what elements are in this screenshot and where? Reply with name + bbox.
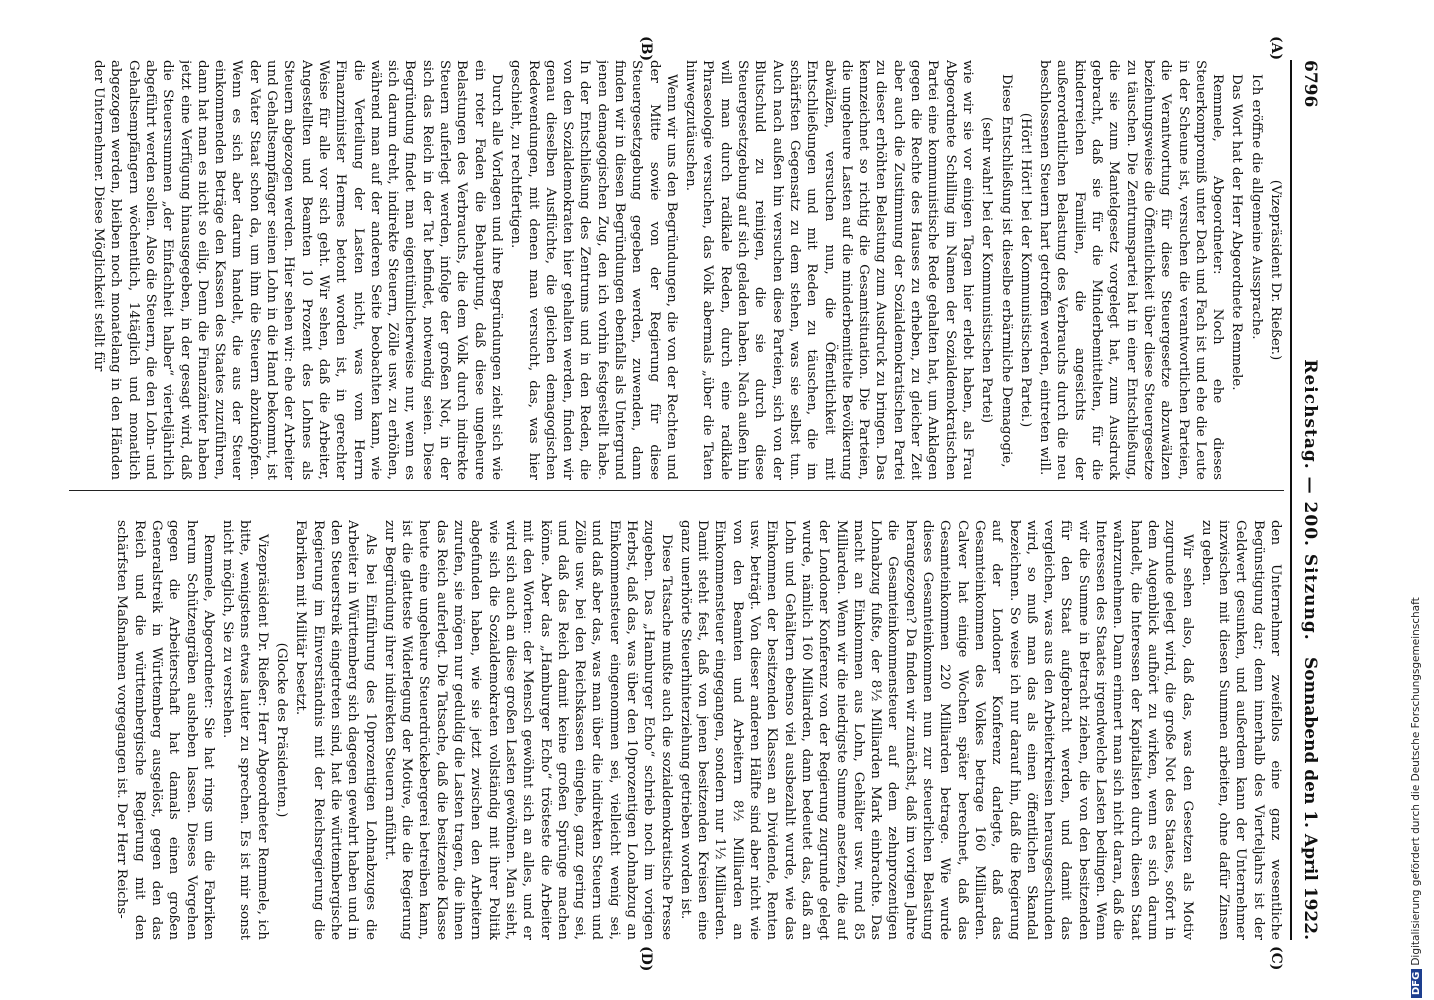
- paragraph: Das Wort hat der Herr Abgeordnete Remmele.: [1229, 74, 1245, 391]
- margin-marker-a: (A): [1268, 36, 1284, 61]
- paragraph: Wir sehen also, daß das, was den Gesetzen als Motiv zugrunde gelegt wird, die große Not des Staates, sofort in dem Augenblick aufhört zu wirken, wenn es sich darum handelt, die Interessen der Kapitalisten durch diesen Staat wahrzunehmen. Dann erinnert man sich nicht daran, daß die Interessen des Staates irgendwelche Lasten bedingen. Wenn wir die Summe in Betracht ziehen, die von den besitzenden für den Staat aufgebracht werden, und damit das vergleichen, was aus den Arbeiterkreisen herausgeschunden wird, so muß man das als einen öffentlichen Skandal bezeichnen. So weise ich nur darauf hin, daß die Regierung auf der Londoner Konferenz darlegte, daß das Gesamteinkommen des Volkes betrage 160 Milliarden. Calwer hat einige Wochen später berechnet, daß das Gesamteinkommen 220 Milliarden betrage. Wie wurde dieses Gesamteinkommen nun zur steuerlichen Belastung herangezogen? Da finden wir zunächst, daß im vorigen Jahre die Gesamteinkommensteuer auf dem zehnprozentigen Lohnabzug fußte, der 8½ Milliarden Mark einbrachte. Das macht an Einkommen aus Lohn, Gehälter usw. rund 85 Milliarden. Wenn wir die niedrigste Summe ansetzen, die auf der Londoner Konferenz von der Regierung zugrunde gelegt wurde, nämlich 160 Milliarden, dann bedeutet das, daß an Lohn und Gehältern ebenso viel ausbezahlt wurde, wie das Einkommen der besitzenden Klassen an Dividende, Renten usw. beträgt. Von dieser anderen Hälfte sind aber nicht wie von den Beamten und Arbeitern 8½ Milliarden an Einkommensteuer eingegangen, sondern nur 1½ Milliarden. Damit steht fest, daß von jenen besitzenden Kreisen eine ganz unerhörte Steuerhinterziehung getrieben worden ist.: [677, 520, 1195, 940]
- dfg-logo: DFG: [1411, 969, 1422, 998]
- margin-marker-b: (B): [638, 36, 654, 62]
- paragraph: Diese Tatsache mußte auch die sozialdemokratische Presse zugeben. Das „Hamburger Echo“ schrieb noch im vorigen Herbst, daß das, was über den 10prozentigen Lohnabzug an Einkommensteuer eingenommen sei, vielleicht wenig sei, und daß aber das, was man über die indirekten Steuern und Zölle usw. bei den Reichskassen eingehe, ganz gering sei, und daß das Reich damit keine großen Sprünge machen könne. Aber das „Hamburger Echo“ trösteste die Arbeiter mit den Worten: der Mensch gewöhnt sich an alles, und er wird sich auch an diese großen Lasten gewöhnen. Man sieht, wie sich die Sozialdemokraten vollständig mit ihrer Politik abgefunden haben, wie sie jetzt zwischen den Arbeitern zurufen, sie mögen nur geduldig die Lasten tragen, die ihnen das Reich auferlegt. Die Tatsache, daß die besitzende Klasse heute eine ungeheure Steuerdrückebergerei betreiben kann, ist die glatteste Widerlegung der Motive, die die Regierung zur Begründung ihrer indirekten Steuern anführt.: [381, 520, 674, 940]
- paragraph: den Unternehmer zweifellos eine ganz wesentliche Begünstigung dar; denn innerhalb des Vierteljahrs ist der Geldwert gesunken, und außerdem kann der Unternehmer inzwischen mit diesen Summen arbeiten, ohne dafür Zinsen zu geben.: [1198, 520, 1283, 940]
- column-divider: [69, 490, 1284, 491]
- page-number: 6796: [1300, 60, 1320, 108]
- interjection: (Hört! Hört! bei der Kommunistischen Partei.): [1017, 112, 1033, 428]
- funding-text: Digitalisierung gefördert durch die Deutsche Forschungsgemeinschaft: [1410, 597, 1422, 966]
- funding-notice: [1410, 597, 1422, 998]
- interjection: (sehr wahr! bei der Kommunistischen Partei): [979, 116, 995, 424]
- paragraph: Vizepräsident Dr. Rießer: Herr Abgeordneter Remmele, ich bitte, wenigstens etwas lauter zu sprechen. Es ist mir sonst nicht möglich, Sie zu verstehen.: [220, 520, 270, 940]
- margin-marker-c: (C): [1268, 946, 1284, 971]
- paragraph: Als bei Einführung des 10prozentigen Lohnabzuges die Arbeiter in Württemberg sich dagegen gewehrt haben und in den Steuerstreik eingetreten sind, hat die württembergische Regierung im Einverständnis mit der Reichsregierung die Fabriken mit Militär besetzt.: [293, 520, 378, 940]
- paragraph: Ich eröffne die allgemeine Aussprache.: [1248, 74, 1264, 340]
- right-column: [69, 520, 1284, 940]
- paragraph: Remmele, Abgeordneter: Sie hat rings um die Fabriken herum Schützengräben ausheben lassen. Dieses Vorgehen gegen die Arbeiterschaft hat damals einen großen Generalstreik in Württemberg ausgelöst, gegen den das Reich und die württembergische Regierung mit den schärfsten Maßnahmen vorgegangen ist. Der Herr Reichs-: [114, 520, 216, 940]
- left-column: [69, 60, 1284, 480]
- paragraph: Durch alle Vorlagen und ihre Begründungen zieht sich wie ein roter Faden die Behauptung, daß diese ungeheure Belastungen des Verbrauchs, die dem Volk durch indirekte Steuern auferlegt werden, infolge der großen Not, in der sich das Reich in der Tat befindet, notwendig seien. Diese Begründung findet man eigentümlicherweise nur, wenn es sich darum dreht, indirekte Steuern, Zölle usw. zu erhöhen, während man auf der anderen Seite beobachten kann, wie die Verteilung der Lasten nicht, was vom Herrn Finanzminister Hermes betont worden ist, in gerechter Weise für alle vor sich geht. Wir sehen, daß die Arbeiter, Angestellten und Beamten 10 Prozent des Lohnes als Steuern abgezogen werden. Hier sehen wir: ehe der Arbeiter und Gehaltsempfänger seinen Lohn in die Hand bekommt, ist der Vater Staat schon da, um ihm die Steuern abzuknöpfen. Wenn es sich aber darum handelt, die aus der Steuer einkommenden Beträge den Kassen des Staates zuzuführen, dann hat man es nicht so eilig. Denn die Finanzämter haben jetzt eine Verfügung hinausgegeben, in der gesagt wird, daß die Steuersummen „der Einfachheit halber“ vierteljährlich abgeführt werden sollen. Also die Steuern, die den Lohn- und Gehaltsempfängern wöchentlich, 14täglich und monatlich abgezogen werden, bleiben noch monatelang in den Händen der Unternehmer. Diese Möglichkeit stellt für: [91, 60, 504, 480]
- session-title: Reichstag. — 200. Sitzung.: [1300, 359, 1320, 641]
- speaker-note: (Vizepräsident Dr. Rießer.): [1268, 179, 1283, 361]
- paragraph: Diese Entschließung ist dieselbe erbärmliche Demagogie,: [998, 74, 1014, 468]
- interjection: (Glocke des Präsidenten.): [274, 642, 290, 818]
- paragraph: Wenn wir uns den Begründungen, die von der Rechten und der Mitte sowie von der Regierung für diese Steuergesetzgebung gegeben werden, zuwenden, dann finden wir in diesen Begründungen ebenfalls als Untergrund jenen demagogischen Zug, den ich vorhin festgestellt habe. In der Entschließung des Zentrums und in den Reden, die von den Sozialdemokraten hier gehalten werden, finden wir genau dieselben Ausflüchte, die gleichen demagogischen Redewendungen, mit denen man versucht, das, was hier geschieht, zu rechtfertigen.: [508, 60, 679, 480]
- margin-marker-d: (D): [638, 946, 654, 972]
- paragraph: Remmele, Abgeordneter: Noch ehe dieses Steuerkompromiß unter Dach und Fach ist und ehe die Leute in der Scheune ist, versuchen die verantwortlichen Parteien, die Verantwortung für diese Steuergesetze abzuwälzen beziehungsweise die Öffentlichkeit über diese Steuergesetze zu täuschen. Die Zentrumspartei hat in einer Entschließung, die sie zum Mantelgesetz vorgelegt hat, zum Ausdruck gebracht, daß sie für die Minderbemittelten, für die kinderreichen Familien, die angesichts der außerordentlichen Belastung des Verbrauchs durch die neu beschlossenen Steuern hart getroffen werden, eintreten will.: [1037, 60, 1226, 480]
- paragraph: wie wir sie vor einigen Tagen hier erlebt haben, als Frau Abgeordnete Schilling im Namen der Sozialdemokratischen Partei eine kommunistische Rede gehalten hat, um Anklagen gegen die Rechte des Hauses zu erheben, zu gleicher Zeit aber auch die Zustimmung der Sozialdemokratischen Partei zu dieser erhöhten Belastung zum Ausdruck zu bringen. Das kennzeichnet so richtig die Gesamtsituation. Die Parteien, die ungeheure Lasten auf die minderbemittelte Bevölkerung abwälzen, versuchen nun, die Öffentlichkeit mit Entschließungen und mit Reden zu täuschen, die im schärfsten Gegensatz zu dem stehen, was sie selbst tun. Auch nach außen hin versuchen diese Parteien, sich von der Blutschuld zu reinigen, die sie durch diese Steuergesetzgebung auf sich geladen haben. Nach außen hin will man durch radikale Reden, durch eine radikale Phraseologie versuchen, das Volk abermals „über die Taten hinwegzutäuschen.: [683, 60, 975, 480]
- running-head: [1290, 60, 1326, 940]
- session-date: Sonnabend den 1. April 1922.: [1300, 657, 1320, 940]
